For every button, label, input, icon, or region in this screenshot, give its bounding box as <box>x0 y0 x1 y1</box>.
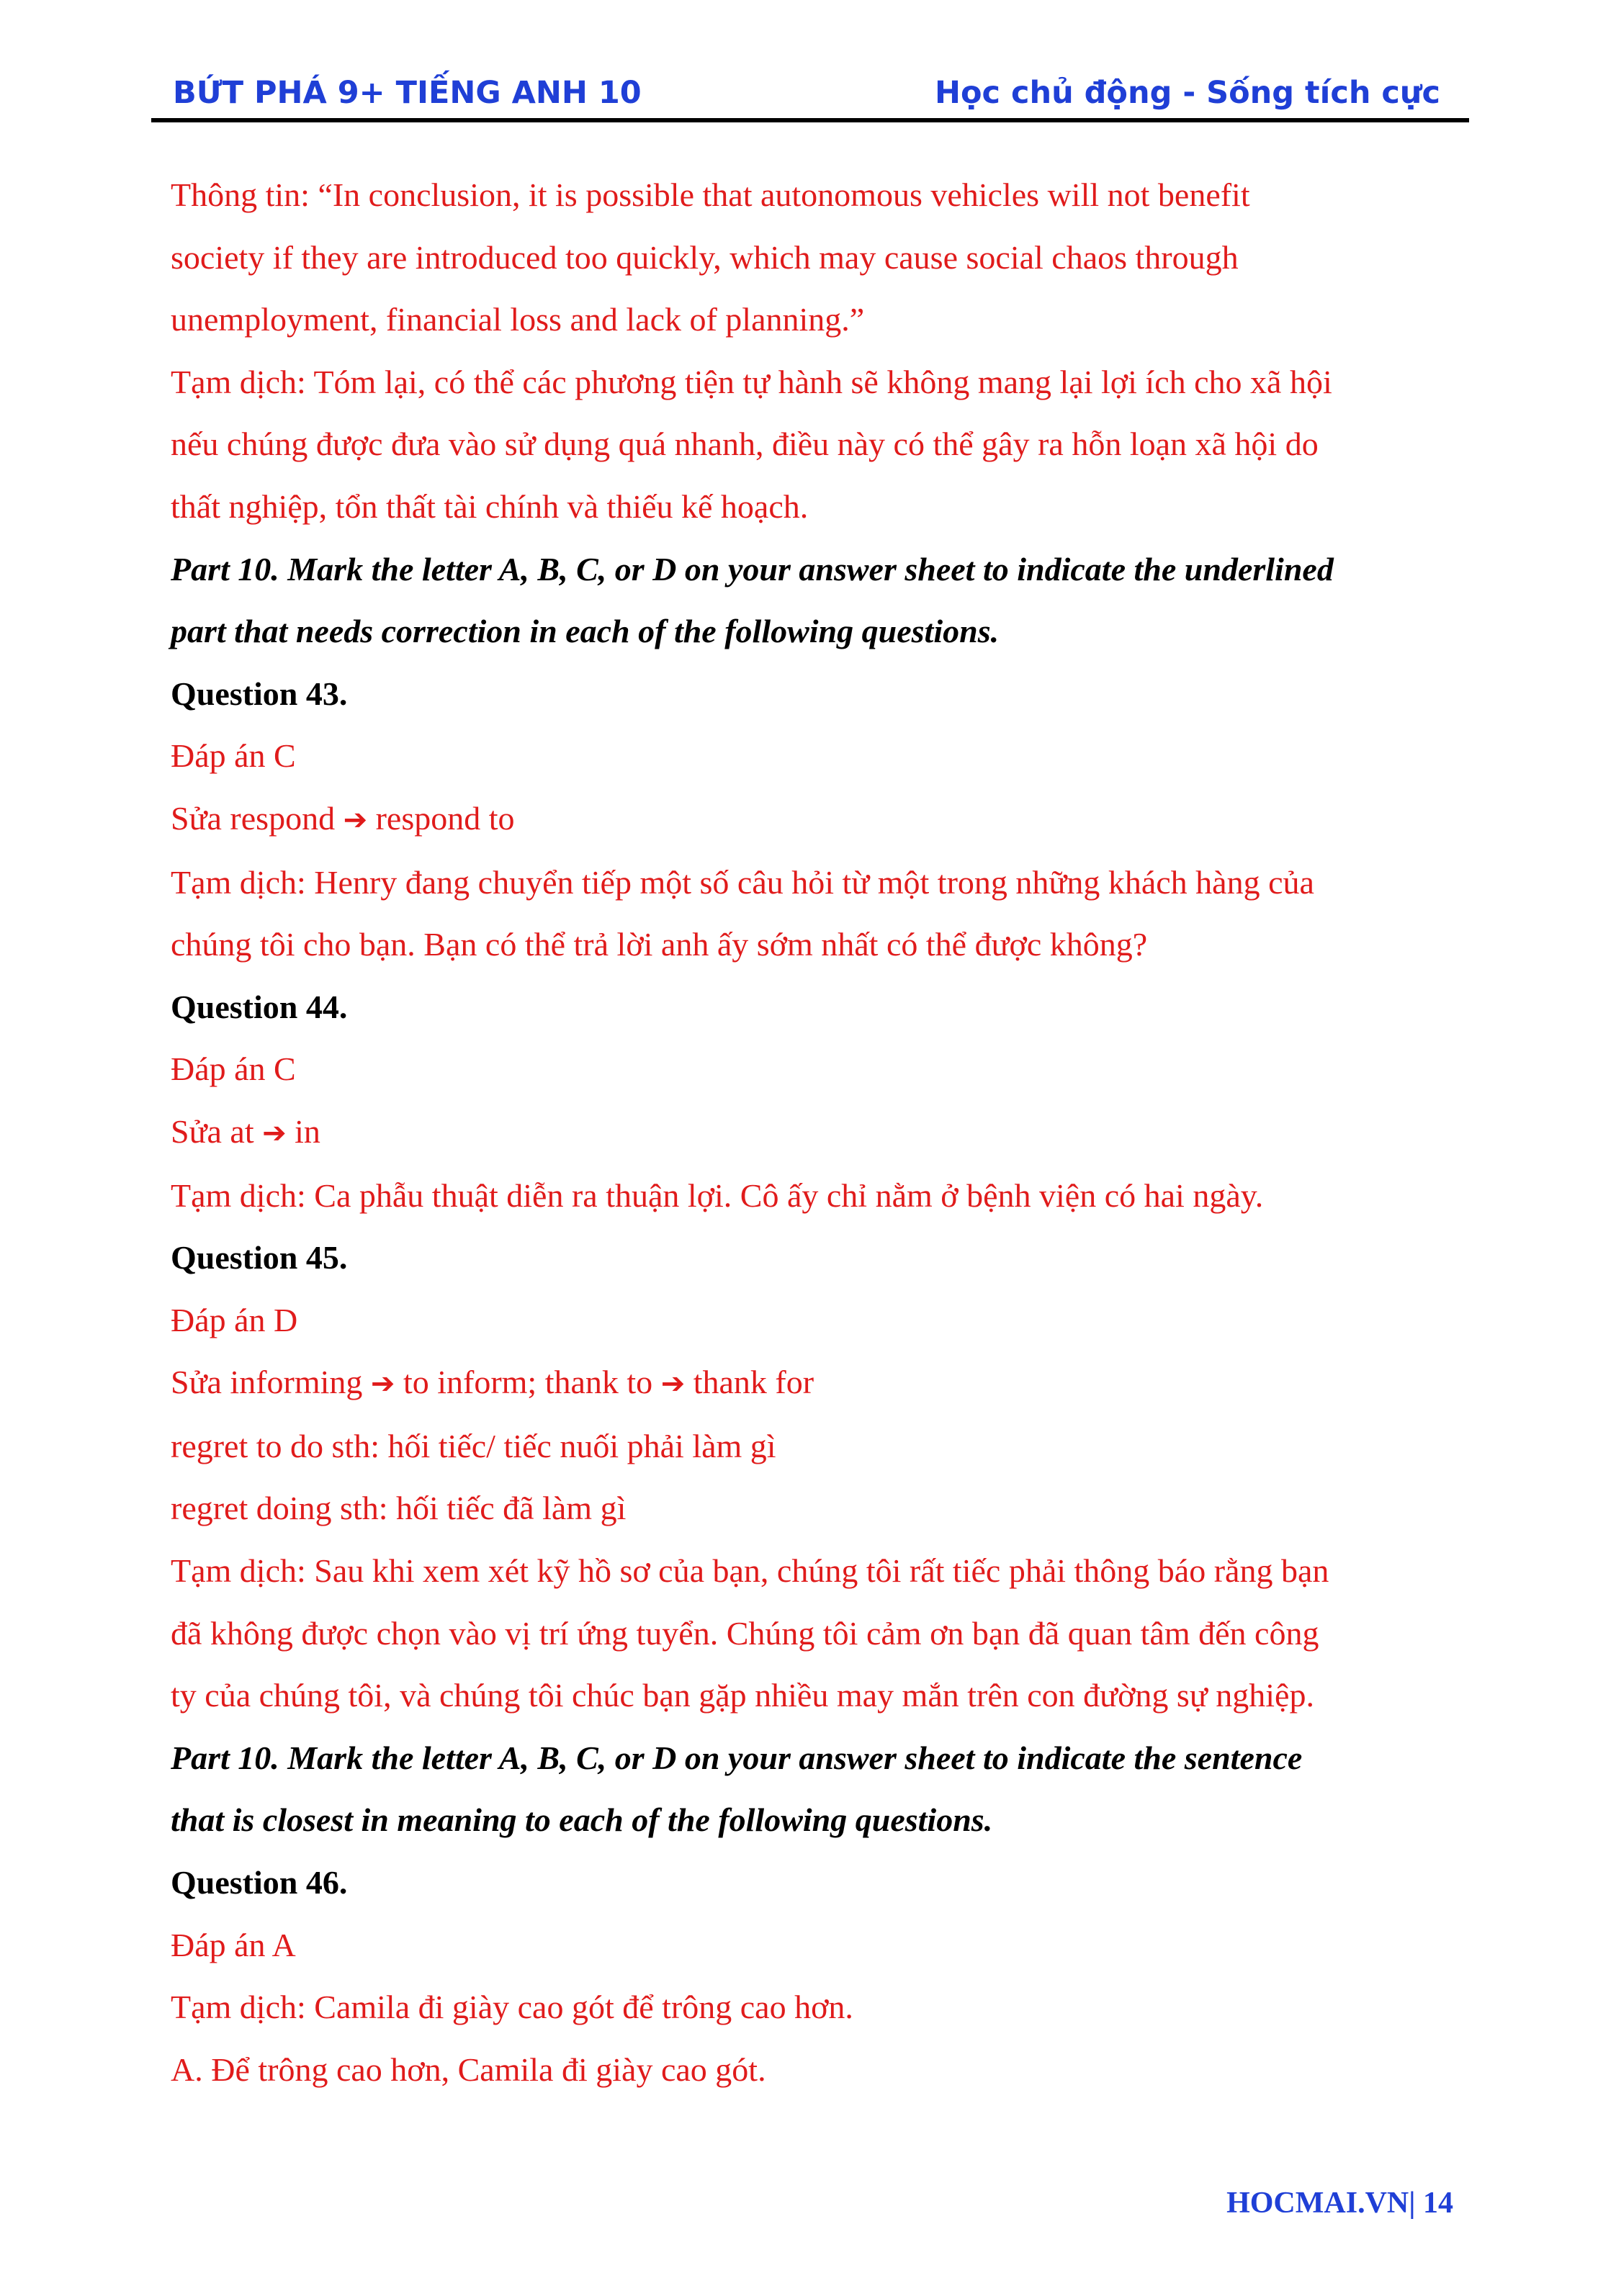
correction-line <box>171 1101 1460 1165</box>
grammar-note: regret doing sth: hối tiếc đã làm gì <box>171 1490 627 1527</box>
question-title: Question 44. <box>171 988 348 1025</box>
translation-line: đã không được chọn vào vị trí ứng tuyển. Chúng tôi cảm ơn bạn đã quan tâm đến công <box>171 1614 1319 1652</box>
header-slogan: Học chủ động - Sống tích cực <box>934 75 1440 111</box>
translation-line: Tạm dịch: Sau khi xem xét kỹ hồ sơ của bạn, chúng tôi rất tiếc phải thông báo rằng bạn <box>171 1552 1329 1590</box>
translation-line: Tạm dịch: Camila đi giày cao gót để trông cao hơn. <box>171 1989 853 2026</box>
correction-line <box>171 788 1460 852</box>
arrow-right-icon: ➔ <box>370 1367 395 1401</box>
arrow-right-icon: ➔ <box>262 1116 287 1150</box>
info-line: unemployment, financial loss and lack of planning.” <box>171 301 865 338</box>
part-heading: that is closest in meaning to each of the following questions. <box>171 1801 993 1839</box>
header-rule <box>151 118 1469 122</box>
info-line: society if they are introduced too quickly, which may cause social chaos through <box>171 238 1239 276</box>
arrow-right-icon: ➔ <box>343 803 368 837</box>
correction-from: Sửa respond <box>171 799 336 837</box>
correction-mid: to inform; thank to <box>403 1364 653 1401</box>
question-title: Question 46. <box>171 1864 348 1901</box>
page-footer: HOCMAI.VN| 14 <box>1226 2187 1453 2220</box>
arrow-right-icon: ➔ <box>660 1367 686 1401</box>
answer-line: Đáp án A <box>171 1926 296 1963</box>
translation-line: Tạm dịch: Ca phẫu thuật diễn ra thuận lợi. Cô ấy chỉ nằm ở bệnh viện có hai ngày. <box>171 1176 1264 1214</box>
info-line: Thông tin: “In conclusion, it is possible that autonomous vehicles will not benefit <box>171 176 1250 213</box>
translation-line: ty của chúng tôi, và chúng tôi chúc bạn gặp nhiều may mắn trên con đường sự nghiệp. <box>171 1677 1314 1714</box>
answer-line: Đáp án D <box>171 1301 298 1338</box>
correction-from: Sửa informing <box>171 1364 363 1401</box>
page-content <box>171 164 1460 2101</box>
correction-from: Sửa at <box>171 1112 254 1150</box>
translation-line: nếu chúng được đưa vào sử dụng quá nhanh, điều này có thể gây ra hỗn loạn xã hội do <box>171 426 1319 463</box>
part-heading: Part 10. Mark the letter A, B, C, or D on your answer sheet to indicate the sentence <box>171 1739 1303 1776</box>
correction-line <box>171 1351 1460 1415</box>
option-a: A. Để trông cao hơn, Camila đi giày cao gót. <box>171 2050 766 2088</box>
header-book-title: BỨT PHÁ 9+ TIẾNG ANH 10 <box>173 75 642 111</box>
correction-to: thank for <box>693 1364 814 1401</box>
page-header <box>151 71 1469 124</box>
correction-to: respond to <box>375 799 515 837</box>
grammar-note: regret to do sth: hối tiếc/ tiếc nuối phải làm gì <box>171 1427 776 1464</box>
question-title: Question 43. <box>171 675 348 712</box>
translation-line: thất nghiệp, tổn thất tài chính và thiếu kế hoạch. <box>171 487 809 525</box>
part-heading: Part 10. Mark the letter A, B, C, or D on your answer sheet to indicate the underlined <box>171 550 1334 587</box>
question-title: Question 45. <box>171 1239 348 1277</box>
answer-line: Đáp án C <box>171 1050 296 1088</box>
part-heading: part that needs correction in each of the following questions. <box>171 613 1000 650</box>
correction-to: in <box>295 1112 320 1150</box>
translation-line: chúng tôi cho bạn. Bạn có thể trả lời anh ấy sớm nhất có thể được không? <box>171 926 1148 963</box>
translation-line: Tạm dịch: Tóm lại, có thể các phương tiện tự hành sẽ không mang lại lợi ích cho xã hội <box>171 363 1332 400</box>
answer-line: Đáp án C <box>171 737 296 775</box>
translation-line: Tạm dịch: Henry đang chuyển tiếp một số câu hỏi từ một trong những khách hàng của <box>171 863 1314 901</box>
